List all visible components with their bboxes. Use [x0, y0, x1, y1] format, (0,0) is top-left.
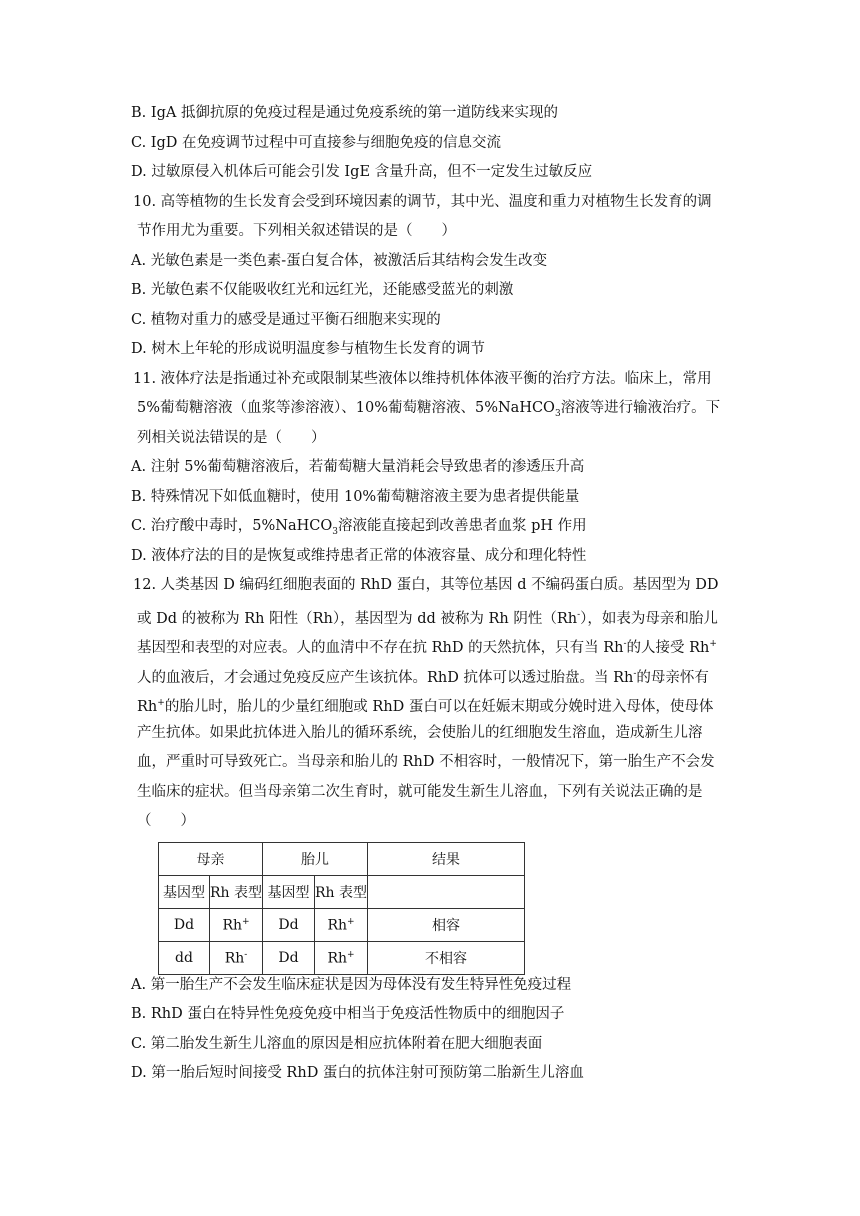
q12-stem-line8: 生临床的症状。但当母亲第二次生育时，就可能发生新生儿溶血，下列有关说法正确的是 — [137, 784, 703, 800]
q12-option-b: B. RhD 蛋白在特异性免疫免疫中相当于免疫活性物质中的细胞因子 — [131, 1006, 565, 1022]
q11-stem-line3: 列相关说法错误的是（ ） — [137, 430, 326, 446]
subheader-fetus-rh: Rh 表型 — [315, 876, 368, 909]
q11-option-d: D. 液体疗法的目的是恢复或维持患者正常的体液容量、成分和理化特性 — [131, 548, 587, 564]
table-subheader-row — [159, 876, 525, 909]
q12-stem-line5: Rh+的胎儿时，胎儿的少量红细胞或 RhD 蛋白可以在妊娠末期或分娩时进入母体，使母体 — [137, 698, 714, 715]
q12-option-a: A. 第一胎生产不会发生临床症状是因为母体没有发生特异性免疫过程 — [131, 977, 572, 993]
q12-stem-line1: 12. 人类基因 D 编码红细胞表面的 RhD 蛋白，其等位基因 d 不编码蛋白质。基因型为 DD — [133, 577, 719, 593]
cell-mother-rh: Rh+ — [210, 909, 263, 942]
header-fetus: 胎儿 — [263, 843, 368, 876]
subheader-mother-rh: Rh 表型 — [210, 876, 263, 909]
table-header-row — [159, 843, 525, 876]
cell-fetus-genotype: Dd — [263, 942, 315, 975]
subheader-fetus-genotype: 基因型 — [263, 876, 315, 909]
header-result: 结果 — [368, 843, 525, 876]
q11-option-b: B. 特殊情况下如低血糖时，使用 10%葡萄糖溶液主要为患者提供能量 — [131, 489, 580, 505]
rh-compatibility-table — [158, 842, 525, 975]
cell-result: 相容 — [368, 909, 525, 942]
q11-option-a: A. 注射 5%葡萄糖溶液后，若葡萄糖大量消耗会导致患者的渗透压升高 — [131, 459, 585, 475]
q12-option-c: C. 第二胎发生新生儿溶血的原因是相应抗体附着在肥大细胞表面 — [131, 1036, 543, 1052]
q9-option-b: B. IgA 抵御抗原的免疫过程是通过免疫系统的第一道防线来实现的 — [131, 105, 558, 121]
cell-mother-genotype: Dd — [159, 909, 210, 942]
q12-stem-line3: 基因型和表型的对应表。人的血清中不存在抗 RhD 的天然抗体，只有当 Rh-的人接受 Rh+ — [137, 639, 717, 656]
q10-stem-line2: 节作用尤为重要。下列相关叙述错误的是（ ） — [137, 223, 456, 239]
q12-stem-line2: 或 Dd 的被称为 Rh 阳性（Rh），基因型为 dd 被称为 Rh 阴性（Rh-），如表为母亲和胎儿 — [137, 610, 718, 627]
cell-fetus-rh: Rh+ — [315, 909, 368, 942]
q11-option-c: C. 治疗酸中毒时，5%NaHCO$_3$溶液能直接起到改善患者血浆 pH 作用 — [131, 518, 587, 537]
subheader-result-empty — [368, 876, 525, 909]
header-mother: 母亲 — [159, 843, 263, 876]
q10-option-b: B. 光敏色素不仅能吸收红光和远红光，还能感受蓝光的刺激 — [131, 282, 514, 298]
q12-stem-line4: 人的血液后，才会通过免疫反应产生该抗体。RhD 抗体可以透过胎盘。当 Rh-的母亲怀有 — [137, 669, 709, 686]
q12-stem-line9: （ ） — [137, 813, 195, 829]
q11-stem-line2: 5%葡萄糖溶液（血浆等渗溶液）、10%葡萄糖溶液、5%NaHCO$_3$溶液等进行输液治疗。下 — [137, 400, 721, 419]
q11-stem-line1: 11. 液体疗法是指通过补充或限制某些液体以维持机体体液平衡的治疗方法。临床上，常用 — [133, 371, 712, 387]
cell-mother-rh: Rh- — [210, 942, 263, 975]
q10-option-c: C. 植物对重力的感受是通过平衡石细胞来实现的 — [131, 312, 441, 328]
q12-option-d: D. 第一胎后短时间接受 RhD 蛋白的抗体注射可预防第二胎新生儿溶血 — [131, 1065, 584, 1081]
subheader-mother-genotype: 基因型 — [159, 876, 210, 909]
table-row — [159, 909, 525, 942]
cell-fetus-rh: Rh+ — [315, 942, 368, 975]
q9-option-d: D. 过敏原侵入机体后可能会引发 IgE 含量升高，但不一定发生过敏反应 — [131, 164, 593, 180]
cell-fetus-genotype: Dd — [263, 909, 315, 942]
cell-result: 不相容 — [368, 942, 525, 975]
q9-option-c: C. IgD 在免疫调节过程中可直接参与细胞免疫的信息交流 — [131, 135, 502, 151]
cell-mother-genotype: dd — [159, 942, 210, 975]
q12-stem-line7: 血，严重时可导致死亡。当母亲和胎儿的 RhD 不相容时，一般情况下，第一胎生产不会发 — [137, 754, 715, 770]
q10-option-a: A. 光敏色素是一类色素-蛋白复合体，被激活后其结构会发生改变 — [131, 253, 548, 269]
q12-stem-line6: 产生抗体。如果此抗体进入胎儿的循环系统，会使胎儿的红细胞发生溶血，造成新生儿溶 — [137, 725, 703, 741]
q10-stem-line1: 10. 高等植物的生长发育会受到环境因素的调节，其中光、温度和重力对植物生长发育的调 — [133, 194, 712, 210]
q10-option-d: D. 树木上年轮的形成说明温度参与植物生长发育的调节 — [131, 341, 485, 357]
